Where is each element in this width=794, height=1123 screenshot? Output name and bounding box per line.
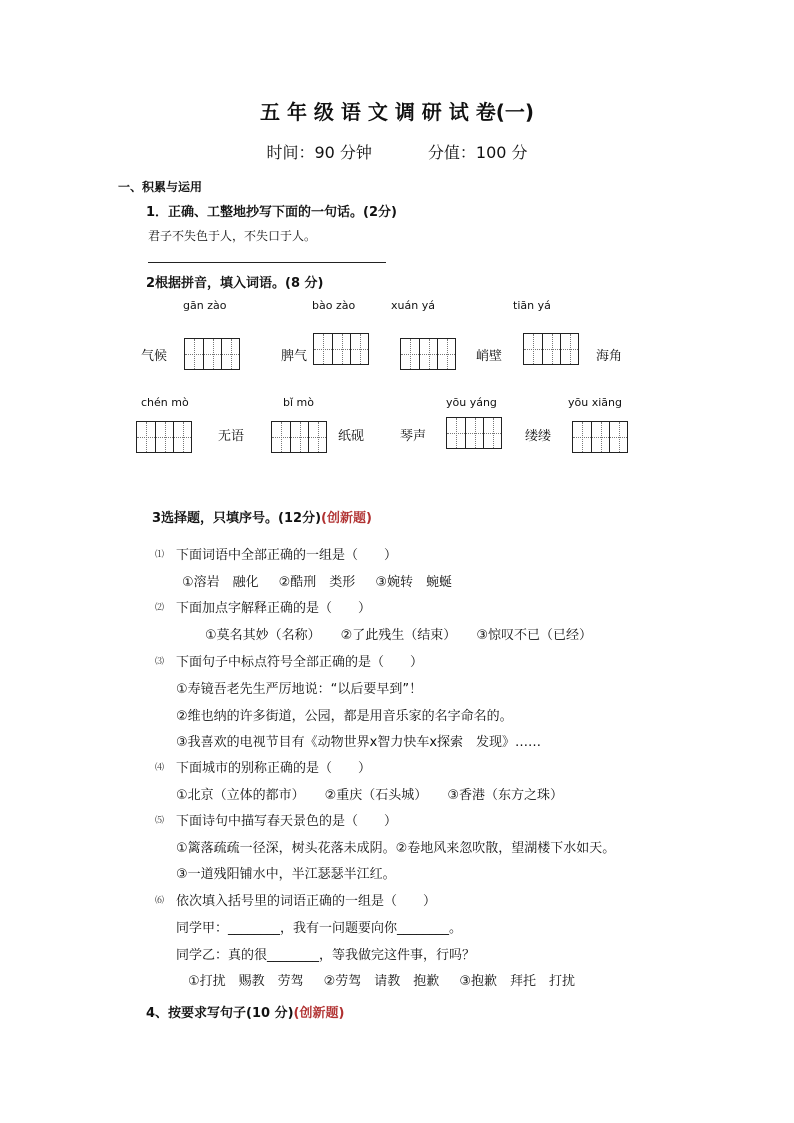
item-line: 同学乙：真的很________，等我做完这件事，行吗？ (176, 948, 476, 963)
pinyin: tiān yá (513, 299, 551, 312)
item-number: ⑹ (155, 896, 165, 906)
pinyin: chén mò (141, 396, 189, 409)
item-options (188, 970, 575, 989)
given-word: 峭壁 (476, 349, 503, 364)
given-word: 海角 (596, 349, 623, 364)
item-stem: 下面句子中标点符号全部正确的是（ ） (176, 655, 424, 670)
item-number: ⑶ (155, 657, 165, 667)
item-number: ⑴ (155, 550, 165, 560)
answer-box[interactable] (136, 421, 192, 453)
item-line: ③我喜欢的电视节目有《动物世界ⅹ智力快车ⅹ探索 发现》…… (176, 735, 542, 750)
option: ①北京（立体的都市） (176, 788, 305, 803)
item-stem: 下面诗句中描写春天景色的是（ ） (176, 814, 398, 829)
answer-box[interactable] (271, 421, 327, 453)
exam-info (0, 140, 794, 163)
given-word: 脾气 (281, 349, 308, 364)
given-word: 缕缕 (525, 429, 552, 444)
answer-box[interactable] (400, 338, 456, 370)
given-word: 纸砚 (338, 429, 365, 444)
pinyin: gān zào (183, 299, 227, 312)
given-word: 琴声 (400, 429, 427, 444)
option: ③香港（东方之珠） (447, 788, 563, 803)
q2-heading: 2根据拼音，填入词语。(8 分) (146, 276, 324, 291)
given-word: 气候 (141, 349, 168, 364)
item-stem: 下面城市的别称正确的是（ ） (176, 761, 372, 776)
innovation-tag: (创新题) (321, 511, 372, 526)
pinyin: yōu xiāng (568, 396, 622, 409)
pinyin: xuán yá (391, 299, 435, 312)
option: ①溶岩 融化 (182, 575, 259, 590)
option: ③婉转 蜿蜒 (375, 575, 452, 590)
answer-box[interactable] (313, 333, 369, 365)
q1-answer-line (148, 262, 386, 263)
option: ①打扰 赐教 劳驾 (188, 974, 304, 989)
exam-score: 分值：100 分 (427, 143, 528, 162)
q4-heading (146, 1002, 344, 1021)
given-word: 无语 (218, 429, 245, 444)
page-title: 五 年 级 语 文 调 研 试 卷(一) (260, 100, 534, 124)
option: ②劳驾 请教 抱歉 (323, 974, 440, 989)
item-line: 同学甲：________，我有一问题要向你________。 (176, 921, 463, 936)
item-number: ⑵ (155, 603, 165, 613)
item-line: ①篱落疏疏一径深，树头花落未成阴。②卷地风来忽吹散，望湖楼下水如天。 (176, 841, 616, 856)
item-line: ②维也纳的许多街道，公园，都是用音乐家的名字命名的。 (176, 709, 513, 724)
item-line: ①寿镜吾老先生严厉地说：“以后要早到”！ (176, 682, 423, 697)
answer-box[interactable] (184, 338, 240, 370)
item-options (182, 571, 452, 590)
innovation-tag: (创新题) (293, 1006, 345, 1021)
q4-heading-text: 4、按要求写句子(10 分) (146, 1006, 294, 1021)
option: ③抱歉 拜托 打扰 (459, 974, 575, 989)
q3-heading-text: 3选择题，只填序号。(12分) (152, 511, 322, 526)
item-stem: 依次填入括号里的词语正确的一组是（ ） (176, 894, 437, 909)
answer-box[interactable] (572, 421, 628, 453)
answer-box[interactable] (446, 417, 502, 449)
section-heading: 一、积累与运用 (118, 180, 203, 194)
item-number: ⑸ (155, 816, 165, 826)
pinyin: bào zào (312, 299, 356, 312)
item-line: ③一道残阳铺水中，半江瑟瑟半江红。 (176, 867, 396, 882)
q1-heading: 1．正确、工整地抄写下面的一句话。(2分) (146, 205, 397, 220)
pinyin: bǐ mò (283, 396, 314, 409)
q1-sentence: 君子不失色于人，不失口于人。 (148, 229, 317, 243)
pinyin: yōu yáng (446, 396, 497, 409)
item-number: ⑷ (155, 763, 165, 773)
exam-time: 时间：90 分钟 (266, 143, 372, 162)
option: ②酷刑 类形 (278, 575, 356, 590)
option: ③惊叹不已（已经） (476, 628, 592, 643)
item-options (205, 624, 592, 643)
answer-box[interactable] (523, 333, 579, 365)
item-stem: 下面加点字解释正确的是（ ） (176, 601, 372, 616)
item-stem: 下面词语中全部正确的一组是（ ） (176, 548, 398, 563)
option: ②重庆（石头城） (324, 788, 428, 803)
option: ①莫名其妙（名称） (205, 628, 321, 643)
item-options (176, 784, 563, 803)
option: ②了此残生（结束） (340, 628, 457, 643)
q3-heading (152, 507, 372, 526)
